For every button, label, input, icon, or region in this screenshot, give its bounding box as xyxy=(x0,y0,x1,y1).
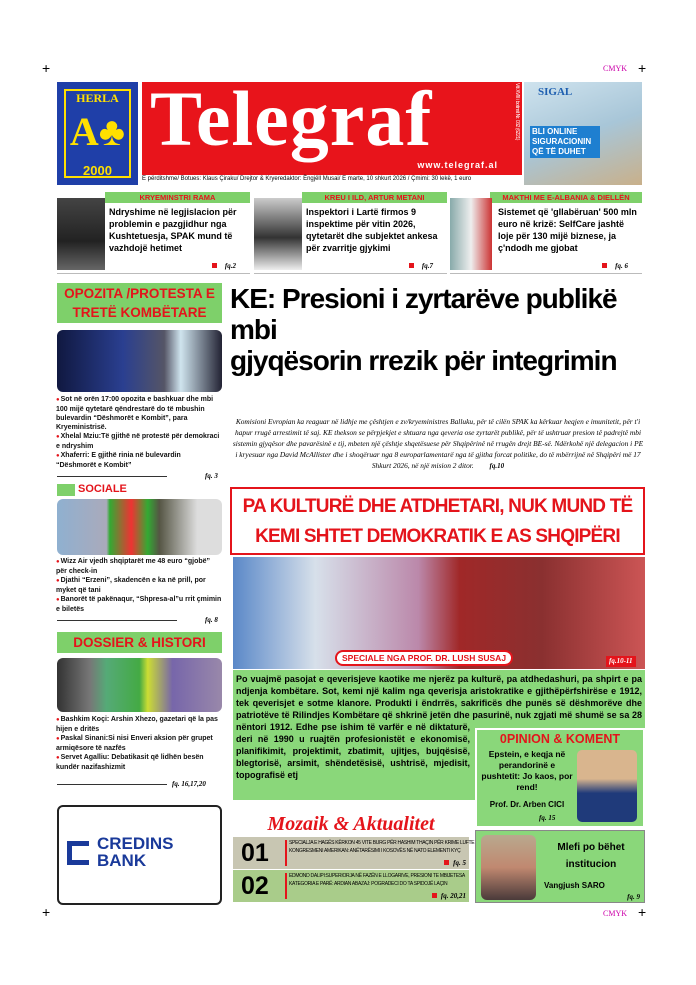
story-text: Ndryshime në legjislacion për problemin e pazgjidhur nga Kushtetuesja, SPAK mund të vazhdojë hetimet xyxy=(109,207,237,253)
author-photo xyxy=(481,835,536,900)
divider xyxy=(57,620,177,621)
cmyk-mark: CMYK xyxy=(603,909,628,918)
herla-logo xyxy=(57,82,138,185)
opinion-title: 0PINION & KOMENT xyxy=(499,732,621,746)
page-ref: fq.10 xyxy=(489,462,505,470)
credins-bank-ad[interactable] xyxy=(57,805,222,905)
story-text: Inspektori i Lartë firmos 9 inspektime për vitin 2026, qytetarët dhe subjektet ankesa për zvarritje gjykimi xyxy=(306,207,438,253)
dossier-title: DOSSIER & HISTORI xyxy=(57,632,222,653)
story-label: MAKTHI ME E-ALBANIA & DIELLËN xyxy=(490,192,642,203)
protest-photo xyxy=(57,330,222,392)
divider xyxy=(285,873,287,899)
mozaik-title: Mozaik & Aktualitet xyxy=(267,813,435,835)
row-number: 02 xyxy=(241,872,269,900)
crop-mark: + xyxy=(638,60,647,76)
story-label: KRYEMINSTRI RAMA xyxy=(105,192,250,203)
special-headline[interactable]: PA KULTURË DHE ATDHETARI, NUK MUND TË KEMI SHTET DEMOKRATIK E AS SHQIPËRI xyxy=(230,487,645,555)
saro-author: Vangjush SARO xyxy=(544,881,605,890)
page-ref: fq. 16,17,20 xyxy=(172,780,206,788)
issue-number: Viti XVIII i botimit Nr. 032 (6221) xyxy=(514,83,520,141)
crop-mark: + xyxy=(638,904,647,920)
logo-year: 2000 xyxy=(83,163,112,178)
page-ref: fq. 20,21 xyxy=(440,892,466,900)
ad-brand: SIGAL xyxy=(538,86,573,98)
credits-line: E përditshme/ Botues: Klaus Çiraku/ Drejtor & Kryeredaktor: Èngjëll Musai/ E marte, 10 shkurt 2026 / Çmimi: 30 lekë, 1 euro xyxy=(142,176,472,182)
divider xyxy=(285,840,287,866)
page-ref: fq. 3 xyxy=(205,472,218,480)
saro-opinion-box[interactable] xyxy=(475,830,645,903)
top-story[interactable] xyxy=(450,190,642,274)
masthead xyxy=(142,75,522,175)
row-items: SPECIALJA E HAGËS KËRKON 45 VITE BURG PËR HASHIM THAÇIN PËR KRIME LUFTE KONGRESMENI AMERIKAN: ANËTARËSIMI I KOSOVËS NË NATO ELEMENTI KYÇ xyxy=(289,840,475,854)
opozita-title: OPOZITA /PROTESTA E TRETË KOMBËTARE xyxy=(57,283,222,323)
page-ref: fq.2 xyxy=(224,262,236,270)
headline-line: gjyqësorin rrezik për integrimin xyxy=(230,345,617,376)
author-photo xyxy=(577,750,637,822)
special-caption: SPECIALE NGA PROF. DR. LUSH SUSAJ xyxy=(335,650,513,666)
page-ref: fq. 15 xyxy=(539,814,556,822)
row-items: EDMOND DALIPI:SUPERIORJA NË FAZËN E LLOGARIVE, PRESIONI TE MBIJETESA KATEGORIA E PARË: ARDIAN ABAZAJ: POGRADECI DO TA SPIDOJË LAÇIN xyxy=(289,873,465,887)
story-label: KREU I ILD, ARTUR METANI xyxy=(302,192,447,203)
main-summary xyxy=(232,416,644,471)
credins-logo-icon xyxy=(67,841,89,865)
newspaper-title: Telegraf xyxy=(150,75,433,162)
section-marker xyxy=(57,484,75,496)
dossier-photo xyxy=(57,658,222,712)
mozaik-row[interactable] xyxy=(233,870,469,902)
cmyk-mark: CMYK xyxy=(603,64,628,73)
opozita-bullets: ● Sot në orën 17:00 opozita e bashkuar dhe mbi 100 mijë qytetarë qëndrestarë do të mbushin bulevardin “Dëshmorët e Kombit”, para Kryeministrisë. ● Xhelal Mziu:Të gjithë në protestë për demokraci e ndryshim ● Xhaferri: E gjithë rinia në bulevardin “Dëshmorët e Kombit” xyxy=(56,395,222,470)
story-text: Sistemet që 'gllabëruan' 500 mln euro në krizë: SelfCare jashtë loje për 130 mijë biznese, ja ç'ndodh me gjobat xyxy=(498,207,637,253)
story-photo xyxy=(254,198,302,270)
crop-mark: + xyxy=(42,904,51,920)
summary-text: Komisioni Evropian ka reaguar në lidhje me çështjen e zv/kryeministres Balluku, për të cilën SPAK ka kërkuar heqjen e imunitetit, për t'i hapur rrugë arrestimit të saj. KE thekson se përpjekjet e shtuara nga qeveria ose zyrtarët publikë, për të ushtruar presion të padrejtë mbi sistemin gjyqësor dhe pavarësinë e tij, mbeten një çështje shqetësuese për Shqipërinë në rrugën drejt BE-së. Ndërkohë një delegacion i PE i kryesuar nga David McAllister dhe i shoqëruar nga 8 europarlamentarë nga të gjitha forcat politike, do të mbërrijnë në Shqipëri më 17 Shkurt 2026, në një mision 2 ditor. xyxy=(232,417,644,470)
page-ref: fq.10-11 xyxy=(606,656,636,667)
opinion-text: Epstein, e keqja në perandorinë e pushtetit: Jo kaos, por rend! xyxy=(481,749,573,792)
square-bullet-icon xyxy=(602,263,607,268)
dossier-bullets: ● Bashkim Koçi: Arshin Xhezo, gazetari që la pas hijen e dritës ● Paskal Sinani:Si nisi Enveri aksion për grupet armiqësore të nazfës ● Servet Agalliu: Debatikasit që lidhën besën kundër nazifashizmit xyxy=(56,715,222,772)
website-url: www.telegraf.al xyxy=(417,160,498,170)
page-ref: fq. 8 xyxy=(205,616,218,624)
divider xyxy=(57,784,167,785)
ad-tagline: BLI ONLINE SIGURACIONIN QË TË DUHET xyxy=(530,126,600,158)
opinion-author: Prof. Dr. Arben CICI xyxy=(489,800,565,809)
opinion-box[interactable] xyxy=(475,728,645,828)
page-ref: fq. 6 xyxy=(615,262,628,270)
square-bullet-icon xyxy=(409,263,414,268)
logo-text: HERLA xyxy=(76,91,119,105)
sociale-title: SOCIALE xyxy=(78,483,127,495)
top-story[interactable] xyxy=(57,190,250,274)
crop-mark: + xyxy=(42,60,51,76)
page-ref: fq. 9 xyxy=(627,893,640,901)
logo-letter: A♣ xyxy=(69,109,126,154)
main-headline[interactable] xyxy=(230,283,645,408)
ad-brand: CREDINS BANK xyxy=(97,834,174,870)
divider xyxy=(57,476,167,477)
top-story[interactable] xyxy=(254,190,447,274)
headline-line: KE: Presioni i zyrtarëve publikë mbi xyxy=(230,283,617,345)
page-ref: fq. 5 xyxy=(453,859,466,867)
sigal-ad[interactable] xyxy=(524,82,642,185)
square-bullet-icon xyxy=(212,263,217,268)
mozaik-row[interactable] xyxy=(233,837,475,869)
page-ref: fq.7 xyxy=(421,262,433,270)
story-photo xyxy=(450,198,492,270)
sociale-bullets: ● Wizz Air vjedh shqiptarët me 48 euro “gjobë” për check-in ● Djathi “Erzeni”, skadencën e ka në prill, por myket që tani ● Banorët të pakënaqur, “Shpresa-al”u rrit çmimin e biletës xyxy=(56,557,222,614)
sociale-photo xyxy=(57,499,222,555)
row-number: 01 xyxy=(241,839,269,867)
story-photo xyxy=(57,198,105,270)
special-text: Po vuajmë pasojat e qeverisjeve kaotike me njerëz pa kulturë, pa atdhedashuri, pa shpirt e pa ndjenja kombëtare. Sot, kemi një kalim nga qeverisja aristokratike e gjithëpërfshirëse e 1912, tek qeverisjet e sotme klanore. Produkti i ëndrrës, sakrificës dhe punës së dëshmorëve dhe patriotëve të Rilindjes Kombëtare që shkrinë jetën dhe pasurinë, nuk zgjati më shumë se sa 28 nëntori 1912. Edhe pse ishim të varfër e në diktaturë, deri në 1990 u ruajtën profesionistët e ekonomisë, planifikimit, projektimit, zbatimit, ujitjes, bujqësisë, blegtorisë, arsimit, shëndetësisë, ushtrisë, mjedisit, topografisë etj xyxy=(236,674,642,780)
saro-text: Mlefi po bëhet institucion xyxy=(557,842,625,870)
